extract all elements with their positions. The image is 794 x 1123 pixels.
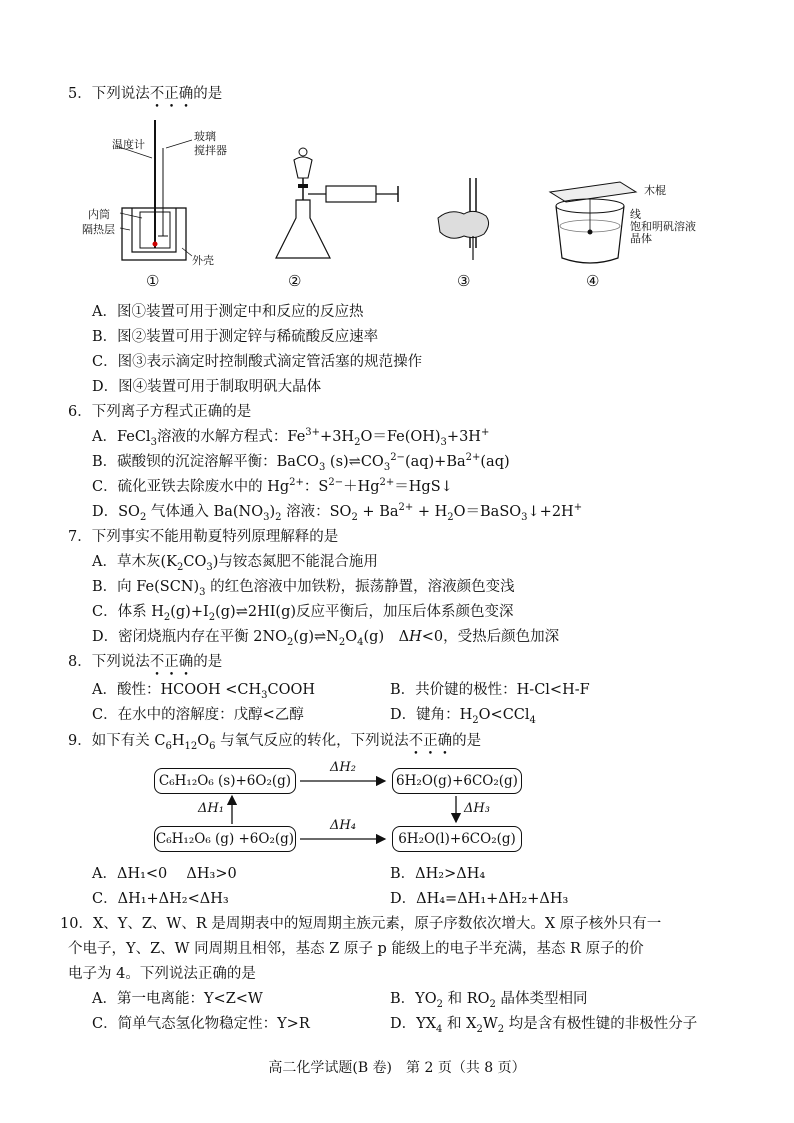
q10-option-b: B．$YO_2$ 和 $RO_2$ 晶体类型相同 [390,991,588,1010]
q5-option-c: C．图③表示滴定时控制酸式滴定管活塞的规范操作 [92,354,423,370]
page-footer: 高二化学试题(B 卷) 第 2 页（共 8 页） [268,1060,526,1076]
q8-option-a: A．酸性：HCOOH $<CH_3COOH$ [92,682,316,701]
q10-stem-line-1: 10．X、Y、Z、W、R 是周期表中的短周期主族元素，原子序数依次增大。X 原子核外只有一 [60,916,662,932]
q8-option-d: D．键角：$H_2O<CCl_4$ [390,707,536,726]
q10-option-d: D．$YX_4$ 和 $X_2W_2$ 均是含有极性键的非极性分子 [390,1016,698,1035]
q9-option-c: C．ΔH₁+ΔH₂<ΔH₃ [92,891,229,907]
q10-stem-line-3: 电子为 4。下列说法正确的是 [68,966,256,982]
q5-option-b: B．图②装置可用于测定锌与稀硫酸反应速率 [92,329,379,345]
label-glass: 玻璃 [194,130,216,143]
q6-option-a: A．FeCl$_3$溶液的水解方程式：$Fe^{3+}+3H_2O=Fe(OH)_3+3H^+$ [92,427,490,448]
q9-stem: 9．如下有关 $C_6H_{12}O_6$ 与氧气反应的转化，下列说法不正确的是 [68,733,482,752]
label-outer: 外壳 [192,254,214,267]
label-crystal: 晶体 [630,232,652,245]
label-thermometer: 温度计 [112,138,145,151]
q8-option-c: C．在水中的溶解度：戊醇<乙醇 [92,707,304,723]
figure-label-3: ③ [457,272,471,290]
q7-option-a: A．草木灰$(K_2CO_3)$与铵态氮肥不能混合施用 [92,554,378,573]
q8-stem: 8．下列说法不正确的是 [68,654,223,670]
q7-option-c: C．体系 $H_2(g)+I_2(g)\rightleftharpoons 2HI(g)$反应平衡后，加压后体系颜色变深 [92,604,514,623]
figure-label-2: ② [288,272,302,290]
q9-option-d: D．ΔH₄=ΔH₁+ΔH₂+ΔH₃ [390,891,569,907]
q9-option-b: B．ΔH₂>ΔH₄ [390,866,486,882]
label-thread: 线 [630,208,641,221]
q5-stem: 5．下列说法不正确的是 [68,86,223,102]
label-stirrer: 搅拌器 [194,144,227,157]
reaction-box-gas-water-products: 6H₂O(g)+6CO₂(g) [392,768,522,794]
reaction-box-gas-reactants: C₆H₁₂O₆ (g) +6O₂(g) [154,826,296,852]
q6-option-d: D．$SO_2$ 气体通入 $Ba(NO_3)_2$ 溶液：$SO_2 + Ba^{2+}$ + $H_2O=BaSO_3↓+2H^+$ [92,502,583,523]
q10-option-a: A．第一电离能：Y<Z<W [92,991,263,1007]
q10-stem-line-2: 个电子，Y、Z、W 同周期且相邻，基态 Z 原子 p 能级上的电子半充满，基态 R 原子的价 [68,941,644,957]
q9-option-a: A．ΔH₁<0 ΔH₃>0 [92,866,237,882]
delta-h4-label: ΔH₄ [330,818,356,833]
figure-label-4: ④ [586,272,600,290]
figure-label-1: ① [146,272,160,290]
q7-stem: 7．下列事实不能用勒夏特列原理解释的是 [68,529,339,545]
delta-h2-label: ΔH₂ [330,760,356,775]
q6-stem: 6．下列离子方程式正确的是 [68,404,252,420]
q7-option-d: D．密闭烧瓶内存在平衡 $2NO_2(g)\rightleftharpoons N_2O_4(g)$ ΔH<0，受热后颜色加深 [92,629,560,648]
q8-option-b: B．共价键的极性：H-Cl<H-F [390,682,590,698]
q6-option-c: C．硫化亚铁去除废水中的 $Hg^{2+}$：$S^{2-}+Hg^{2+}=HgS↓$ [92,477,453,495]
delta-h1-label: ΔH₁ [198,801,224,816]
label-solution: 饱和明矾溶液 [630,220,696,233]
q5-option-a: A．图①装置可用于测定中和反应的反应热 [92,304,364,320]
label-inner: 内筒 [88,208,110,221]
q10-option-c: C．简单气态氢化物稳定性：Y>R [92,1016,310,1032]
delta-h3-label: ΔH₃ [464,801,490,816]
q6-option-b: B．碳酸钡的沉淀溶解平衡：BaCO$_3$ $(s)\rightleftharpoons CO_3^{2-}(aq)+Ba^{2+}(aq)$ [92,452,510,473]
q7-option-b: B．向 $Fe(SCN)_3$ 的红色溶液中加铁粉，振荡静置，溶液颜色变浅 [92,579,515,598]
label-stick: 木棍 [644,184,666,197]
reaction-box-liquid-water-products: 6H₂O(l)+6CO₂(g) [392,826,522,852]
reaction-box-solid-reactants: C₆H₁₂O₆ (s)+6O₂(g) [154,768,296,794]
q5-option-d: D．图④装置可用于制取明矾大晶体 [92,379,322,395]
label-insul: 隔热层 [82,223,115,236]
